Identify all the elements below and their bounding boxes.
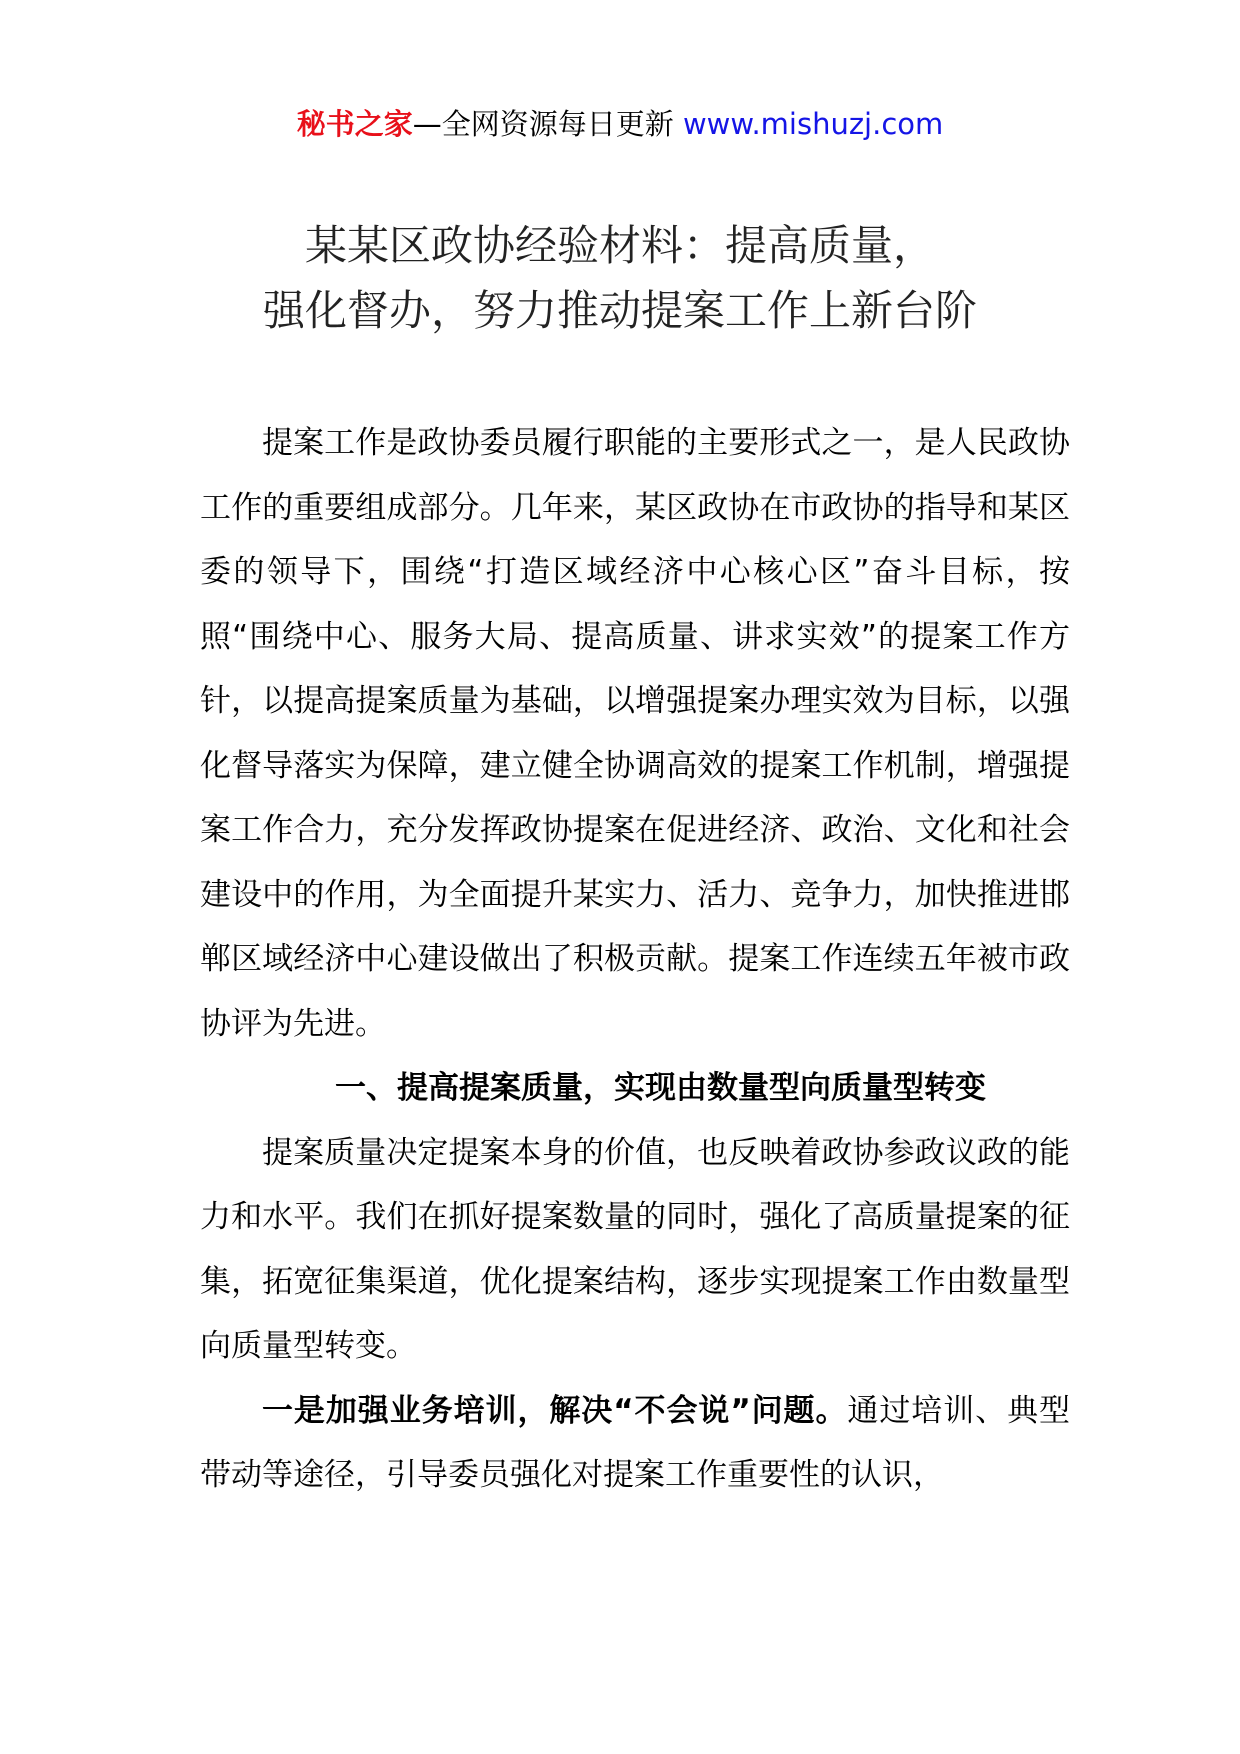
site-header: [0, 104, 1240, 144]
brand-name: 秘书之家: [296, 107, 413, 141]
section-heading-1: 一、提高提案质量，实现由数量型向质量型转变: [335, 1070, 986, 1106]
intro-paragraph: 提案工作是政协委员履行职能的主要形式之一，是人民政协工作的重要组成部分。几年来，某区政协在市政协的指导和某区委的领导下，围绕“打造区域经济中心核心区”奋斗目标，按照“围绕中心、服务大局、提高质量、讲求实效”的提案工作方针，以提高提案质量为基础，以增强提案办理实效为目标，以强化督导落实为保障，建立健全协调高效的提案工作机制，增强提案工作合力，充分发挥政协提案在促进经济、政治、文化和社会建设中的作用，为全面提升某实力、活力、竞争力，加快推进邯郸区域经济中心建设做出了积极贡献。提案工作连续五年被市政协评为先进。: [200, 425, 1070, 1042]
point-1-text: 通过培训、典型带动等途径，引导委员强化对提案工作重要性的认识，: [200, 1392, 1071, 1493]
title-line-2: 强化督办，努力推动提案工作上新台阶: [262, 286, 977, 335]
document-title: [0, 213, 1240, 343]
section-1-paragraph: 提案质量决定提案本身的价值，也反映着政协参政议政的能力和水平。我们在抓好提案数量的同时，强化了高质量提案的征集，拓宽征集渠道，优化提案结构，逐步实现提案工作由数量型向质量型转变。: [200, 1134, 1070, 1364]
point-1-lead: 一是加强业务培训，解决“不会说”问题。: [262, 1392, 848, 1429]
document-body: [200, 411, 1070, 1508]
point-1-paragraph: [200, 1379, 1070, 1508]
site-url[interactable]: www.mishuzj.com: [682, 107, 944, 141]
title-line-1: 某某区政协经验材料：提高质量，: [304, 221, 935, 270]
site-slogan: —全网资源每日更新: [412, 107, 674, 141]
